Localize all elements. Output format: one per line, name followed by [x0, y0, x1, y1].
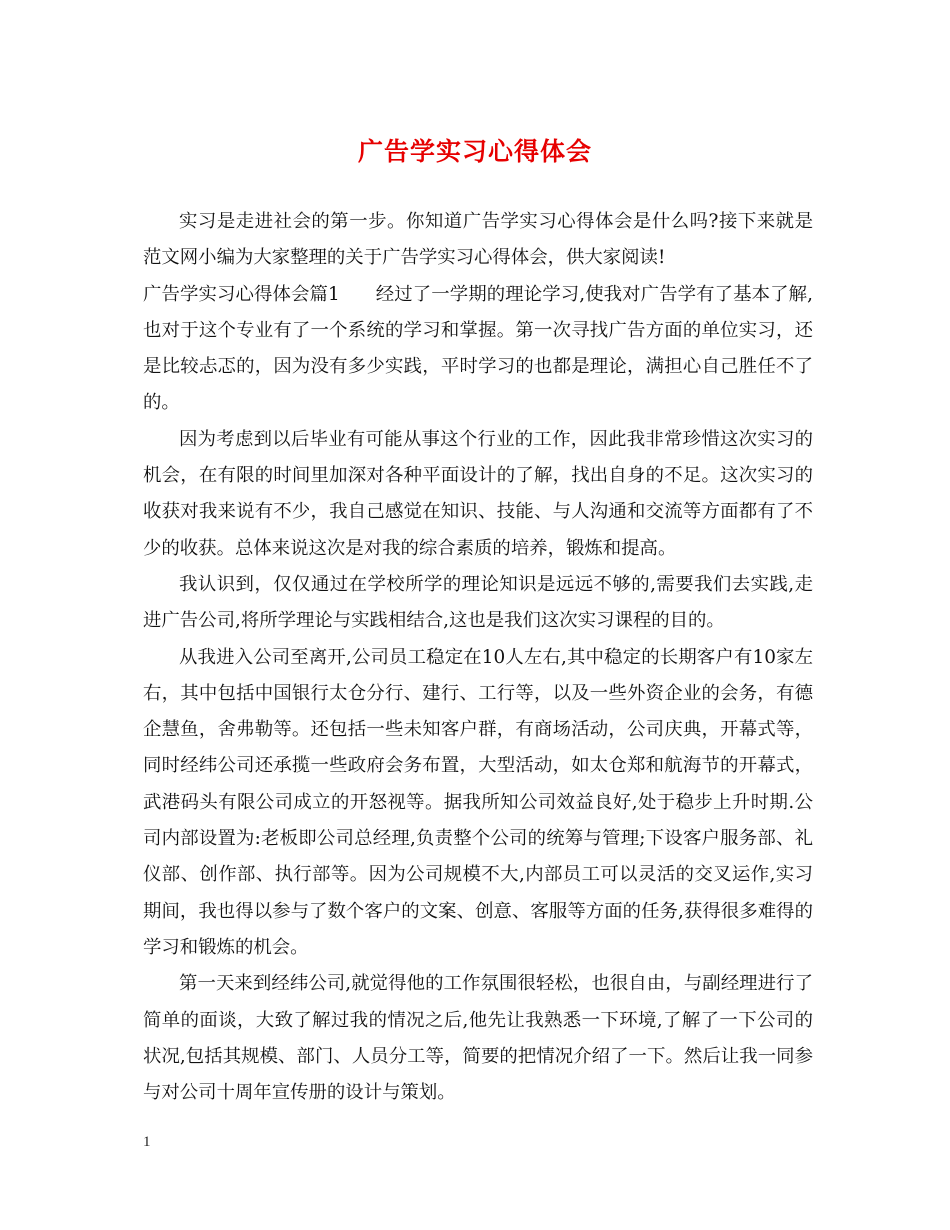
paragraph-1-text: 经过了一学期的理论学习,使我对广告学有了基本了解,也对于这个专业有了一个系统的学习和掌握。第一次寻找广告方面的单位实习，还是比较忐忑的，因为没有多少实践，平时学习的也都是理论，满担心自己胜任不了的。	[143, 283, 813, 414]
paragraph-5: 第一天来到经纬公司,就觉得他的工作氛围很轻松，也很自由，与副经理进行了简单的面谈，大致了解过我的情况之后,他先让我熟悉一下环境,了解了一下公司的状况,包括其规模、部门、人员分工等，简要的把情况介绍了一下。然后让我一同参与对公司十周年宣传册的设计与策划。	[143, 973, 813, 1104]
section-heading: 广告学实习心得体会篇1	[143, 283, 340, 305]
paragraph-2: 因为考虑到以后毕业有可能从事这个行业的工作，因此我非常珍惜这次实习的机会，在有限的时间里加深对各种平面设计的了解，找出自身的不足。这次实习的收获对我来说有不少，我自己感觉在知识、技能、与人沟通和交流等方面都有了不少的收获。总体来说这次是对我的综合素质的培养，锻炼和提高。	[143, 428, 813, 559]
section-paragraph-1	[143, 277, 813, 422]
intro-paragraph: 实习是走进社会的第一步。你知道广告学实习心得体会是什么吗?接下来就是范文网小编为大家整理的关于广告学实习心得体会，供大家阅读!	[143, 211, 813, 269]
paragraph-3: 我认识到，仅仅通过在学校所学的理论知识是远远不够的,需要我们去实践,走进广告公司,将所学理论与实践相结合,这也是我们这次实习课程的目的。	[143, 573, 813, 632]
document-title: 广告学实习心得体会	[357, 137, 592, 166]
page-number: 1	[143, 1134, 151, 1150]
document-body	[143, 204, 813, 1111]
paragraph-4: 从我进入公司至离开,公司员工稳定在10人左右,其中稳定的长期客户有10家左右，其中包括中国银行太仓分行、建行、工行等，以及一些外资企业的会务，有德企慧鱼，舍弗勒等。还包括一些未知客户群，有商场活动，公司庆典，开幕式等，同时经纬公司还承揽一些政府会务布置，大型活动，如太仓郑和航海节的开幕式，武港码头有限公司成立的开怒视等。据我所知公司效益良好,处于稳步上升时期.公司内部设置为:老板即公司总经理,负责整个公司的统筹与管理;下设客户服务部、礼仪部、创作部、执行部等。因为公司规模不大,内部员工可以灵活的交叉运作,实习期间，我也得以参与了数个客户的文案、创意、客服等方面的任务,获得很多难得的学习和锻炼的机会。	[143, 646, 813, 958]
